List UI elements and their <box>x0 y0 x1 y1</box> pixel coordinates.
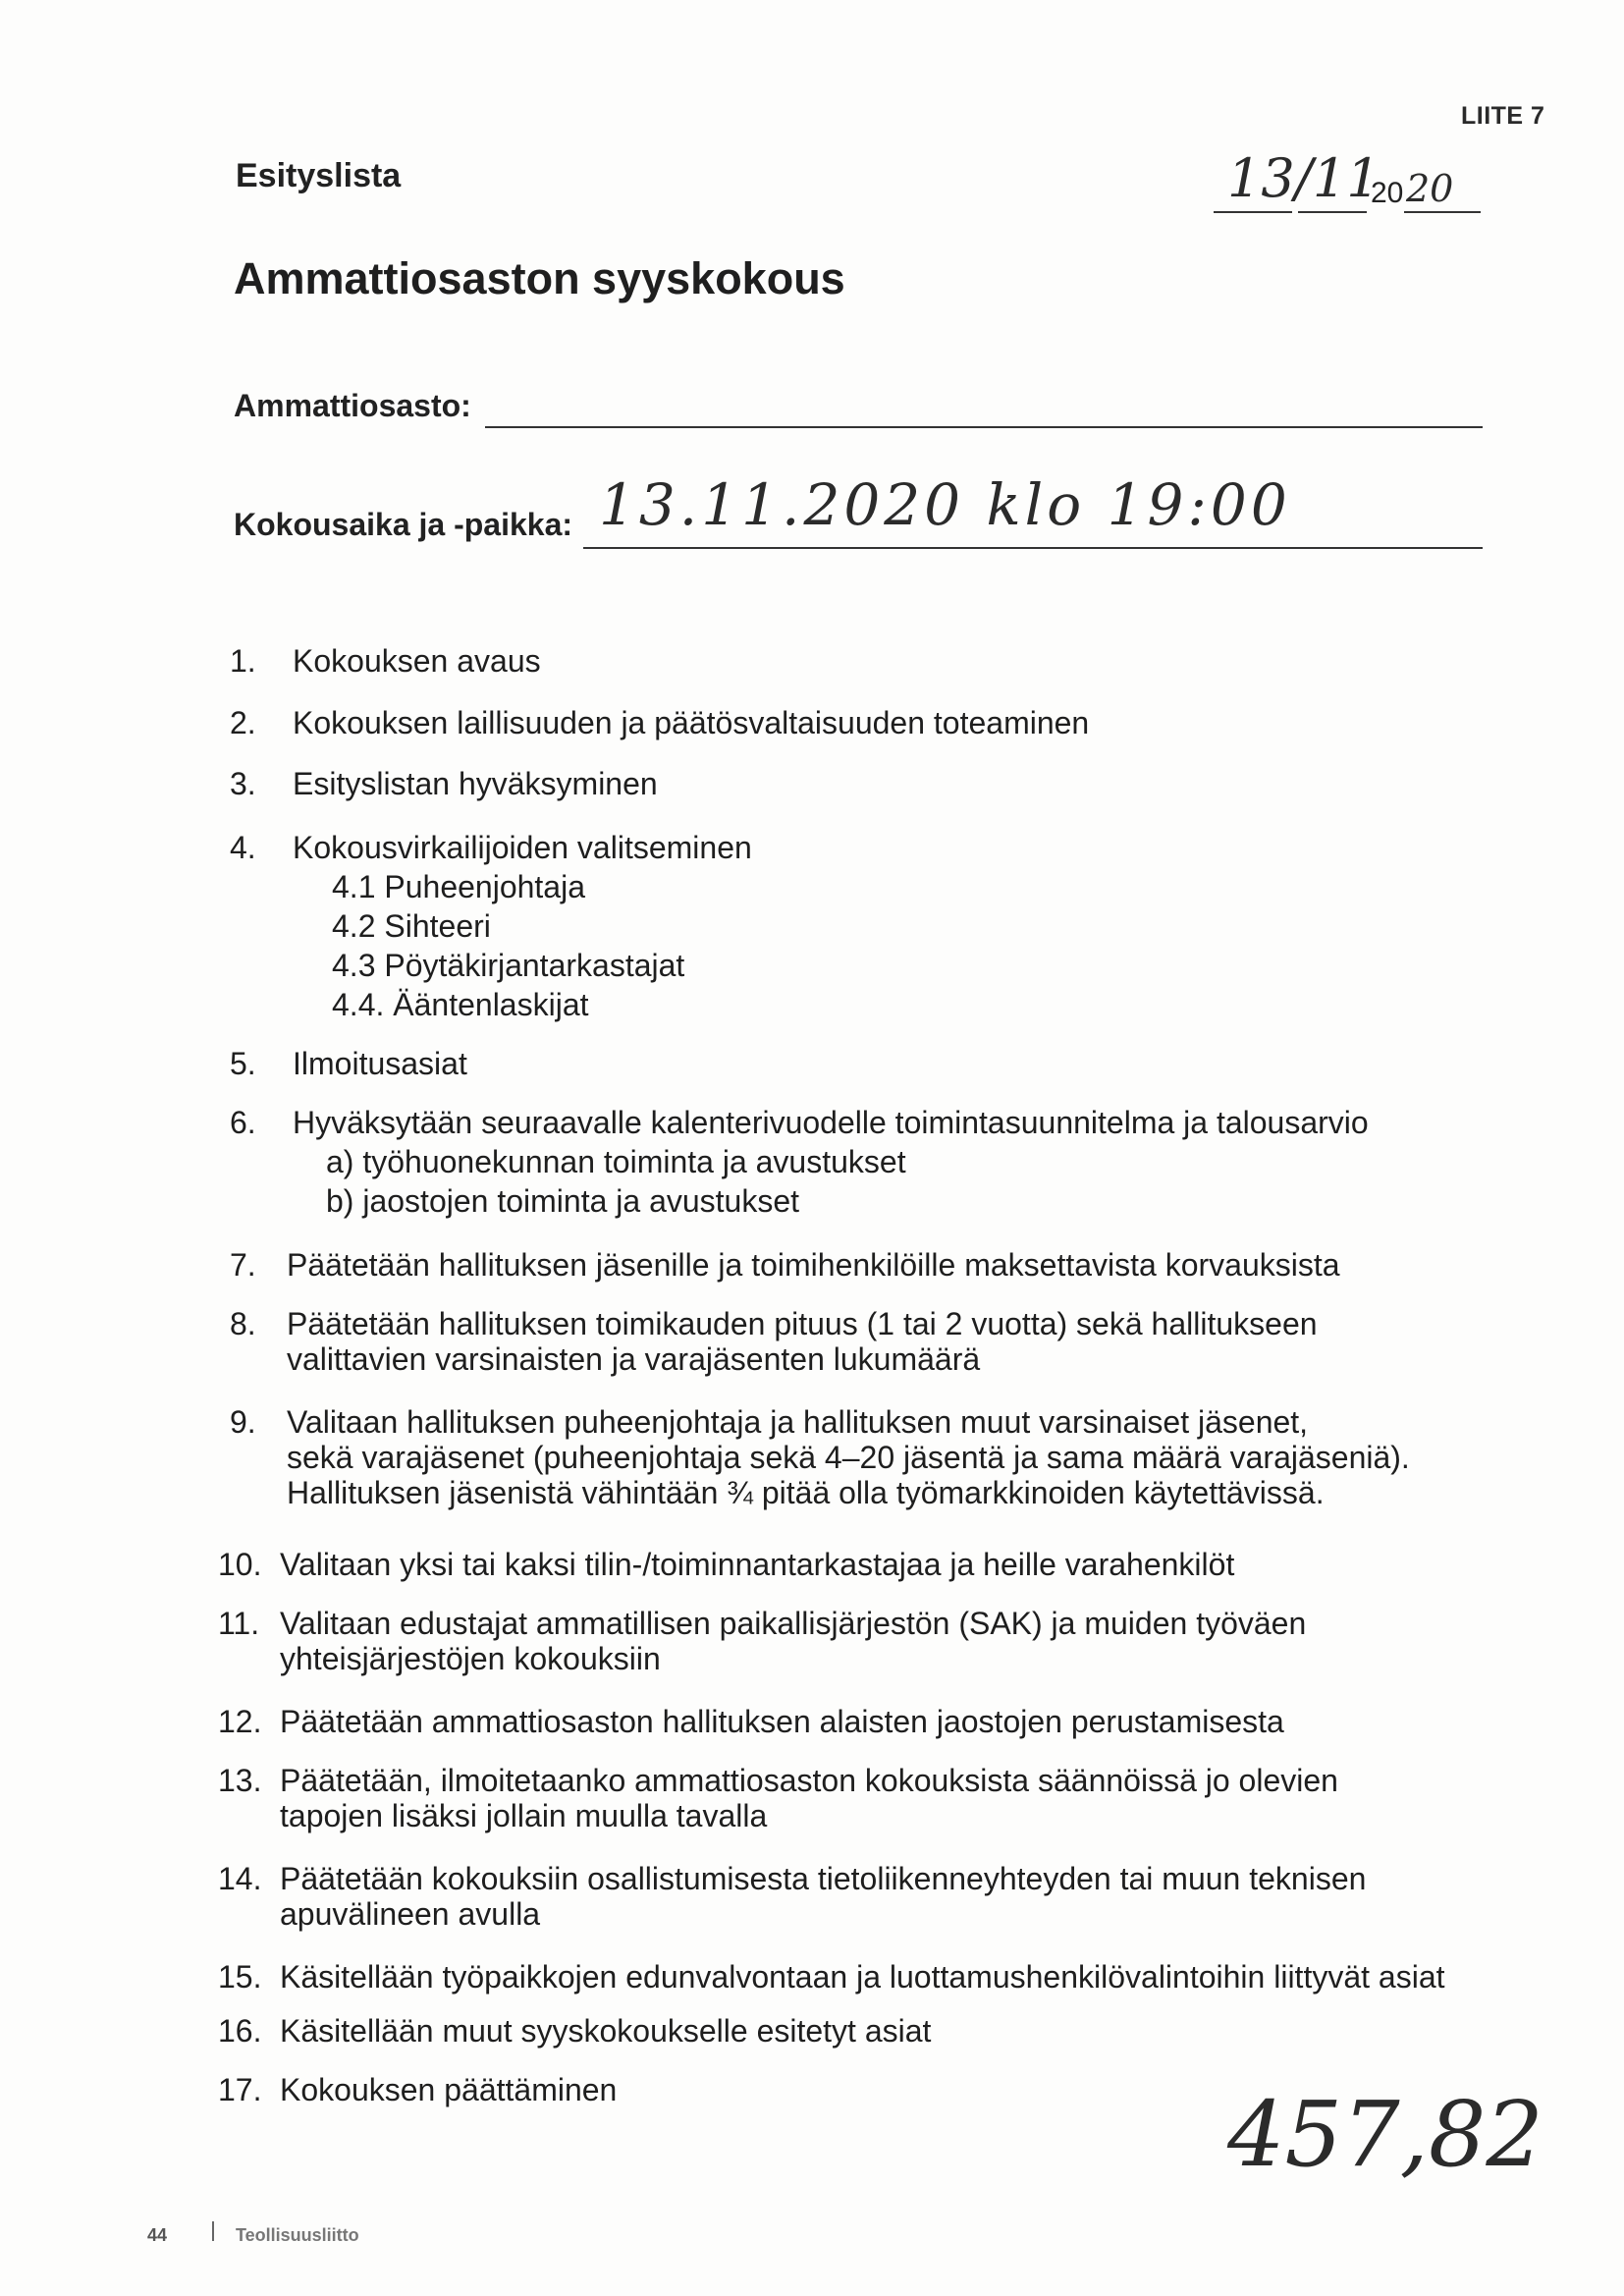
agenda-item-text: Käsitellään työpaikkojen edunvalvontaan ja luottamushenkilövalintoihin liittyvät asiat <box>280 1959 1445 1995</box>
agenda-item-number: 1. <box>230 643 256 679</box>
attachment-label: LIITE 7 <box>1461 102 1545 130</box>
footer-divider <box>212 2221 214 2241</box>
agenda-item-text: Kokouksen päättäminen <box>280 2072 618 2107</box>
agenda-item-number: 17. <box>218 2072 262 2107</box>
agenda-item-text: Kokousvirkailijoiden valitseminen <box>293 830 752 865</box>
agenda-subitem: 4.1 Puheenjohtaja <box>332 869 585 904</box>
agenda-item-text: apuvälineen avulla <box>280 1896 541 1932</box>
branch-field-line[interactable] <box>485 426 1483 428</box>
date-line-1 <box>1214 211 1292 213</box>
agenda-subitem: 4.4. Ääntenlaskijat <box>332 987 589 1022</box>
agenda-item-text: Valitaan yksi tai kaksi tilin-/toiminnantarkastajaa ja heille varahenkilöt <box>280 1547 1235 1582</box>
agenda-item-number: 4. <box>230 830 256 865</box>
agenda-item-number: 6. <box>230 1105 256 1140</box>
agenda-item-text: Valitaan hallituksen puheenjohtaja ja hallituksen muut varsinaiset jäsenet, <box>287 1404 1309 1440</box>
agenda-item-number: 10. <box>218 1547 262 1582</box>
agenda-item-number: 16. <box>218 2013 262 2049</box>
agenda-item-text: Päätetään ammattiosaston hallituksen alaisten jaostojen perustamisesta <box>280 1704 1284 1739</box>
agenda-item-number: 3. <box>230 766 256 801</box>
agenda-item-text: Päätetään kokouksiin osallistumisesta tietoliikenneyhteyden tai muun teknisen <box>280 1861 1367 1896</box>
branch-label: Ammattiosasto: <box>234 388 471 423</box>
date-line-2 <box>1298 211 1367 213</box>
agenda-subitem: a) työhuonekunnan toiminta ja avustukset <box>326 1144 906 1179</box>
agenda-item-number: 7. <box>230 1247 256 1283</box>
agenda-item-number: 12. <box>218 1704 262 1739</box>
agenda-item-text: yhteisjärjestöjen kokouksiin <box>280 1641 661 1676</box>
agenda-subitem: 4.2 Sihteeri <box>332 908 491 944</box>
agenda-item-text: Ilmoitusasiat <box>293 1046 467 1081</box>
agenda-item-number: 5. <box>230 1046 256 1081</box>
handwritten-total: 457,82 <box>1227 2082 1543 2187</box>
date-handwritten: 13/11 <box>1227 147 1380 209</box>
footer-publisher: Teollisuusliitto <box>236 2225 359 2245</box>
agenda-item-number: 8. <box>230 1306 256 1341</box>
agenda-subitem: b) jaostojen toiminta ja avustukset <box>326 1183 800 1219</box>
time-place-label: Kokousaika ja -paikka: <box>234 507 573 542</box>
agenda-item-text: sekä varajäsenet (puheenjohtaja sekä 4–20 jäsentä ja sama määrä varajäseniä). <box>287 1440 1410 1475</box>
date-prefix: 20 <box>1371 177 1404 209</box>
page-title: Ammattiosaston syyskokous <box>234 253 845 303</box>
document-type: Esityslista <box>236 157 402 194</box>
agenda-item-text: valittavien varsinaisten ja varajäsenten lukumäärä <box>287 1341 981 1377</box>
agenda-item-number: 15. <box>218 1959 262 1995</box>
agenda-item-text: Päätetään hallituksen jäsenille ja toimihenkilöille maksettavista korvauksista <box>287 1247 1340 1283</box>
agenda-item-number: 9. <box>230 1404 256 1440</box>
agenda-item-text: Kokouksen laillisuuden ja päätösvaltaisuuden toteaminen <box>293 705 1090 740</box>
footer-page-number: 44 <box>147 2225 168 2245</box>
agenda-item-number: 13. <box>218 1763 262 1798</box>
agenda-item-text: Kokouksen avaus <box>293 643 541 679</box>
agenda-item-text: Hyväksytään seuraavalle kalenterivuodelle toimintasuunnitelma ja talousarvio <box>293 1105 1369 1140</box>
agenda-item-text: tapojen lisäksi jollain muulla tavalla <box>280 1798 768 1833</box>
agenda-item-number: 2. <box>230 705 256 740</box>
agenda-subitem: 4.3 Pöytäkirjantarkastajat <box>332 948 685 983</box>
agenda-item-text: Päätetään hallituksen toimikauden pituus (1 tai 2 vuotta) sekä hallitukseen <box>287 1306 1318 1341</box>
agenda-item-text: Päätetään, ilmoitetaanko ammattiosaston kokouksista säännöissä jo olevien <box>280 1763 1338 1798</box>
agenda-item-number: 14. <box>218 1861 262 1896</box>
time-place-handwritten[interactable]: 13.11.2020 klo 19:00 <box>599 471 1291 538</box>
date-line-3 <box>1404 211 1481 213</box>
date-year-handwritten: 20 <box>1406 167 1454 210</box>
agenda-item-text: Esityslistan hyväksyminen <box>293 766 658 801</box>
time-place-field-line[interactable] <box>583 547 1483 549</box>
agenda-item-text: Käsitellään muut syyskokoukselle esitetyt asiat <box>280 2013 932 2049</box>
agenda-item-number: 11. <box>218 1606 260 1641</box>
agenda-item-text: Hallituksen jäsenistä vähintään ¾ pitää olla työmarkkinoiden käytettävissä. <box>287 1475 1325 1510</box>
agenda-item-text: Valitaan edustajat ammatillisen paikallisjärjestön (SAK) ja muiden työväen <box>280 1606 1307 1641</box>
